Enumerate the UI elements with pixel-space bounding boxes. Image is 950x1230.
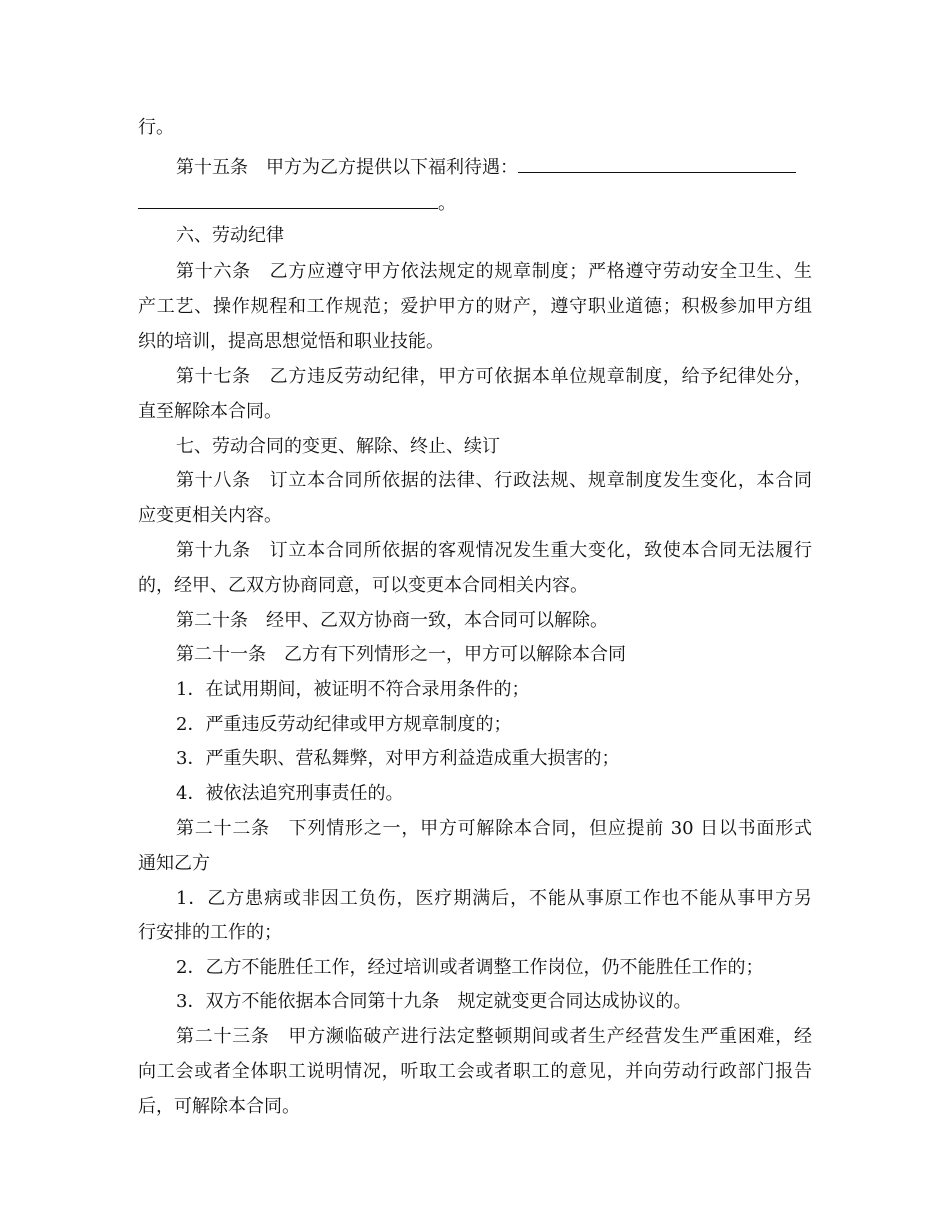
paragraph-line: 织的培训，提高思想觉悟和职业技能。 [138,331,444,352]
list-item: 1．在试用期间，被证明不符合录用条件的； [176,679,530,700]
list-item: 3．严重失职、营私舞弊，对甲方利益造成重大损害的； [176,748,620,769]
article-20-line: 第二十条 经甲、乙双方协商一致，本合同可以解除。 [176,610,608,631]
paragraph-line: 行。 [138,117,174,138]
paragraph-line: 后，可解除本合同。 [138,1096,300,1117]
article-16-line: 第十六条 乙方应遵守甲方依法规定的规章制度；严格遵守劳动安全卫生、生 [176,261,812,282]
article-23-line: 第二十三条 甲方濒临破产进行法定整顿期间或者生产经营发生严重困难，经 [176,1026,812,1047]
paragraph-line: 行安排的工作的； [138,922,282,943]
list-item: 1．乙方患病或非因工负伤，医疗期满后，不能从事原工作也不能从事甲方另 [176,888,812,909]
article-15-continuation [138,190,812,214]
list-item: 2．严重违反劳动纪律或甲方规章制度的； [176,714,512,735]
paragraph-line: 向工会或者全体职工说明情况，听取工会或者职工的意见，并向劳动行政部门报告 [138,1061,812,1082]
list-item: 4．被依法追究刑事责任的。 [176,783,404,804]
fill-in-blank[interactable] [518,154,796,173]
paragraph-line: 产工艺、操作规程和工作规范；爱护甲方的财产，遵守职业道德；积极参加甲方组 [138,296,812,317]
article-17-line: 第十七条 乙方违反劳动纪律，甲方可依据本单位规章制度，给予纪律处分， [176,366,812,387]
article-21-line: 第二十一条 乙方有下列情形之一，甲方可以解除本合同 [176,644,626,665]
paragraph-line: 直至解除本合同。 [138,401,282,422]
article-15-line [176,154,812,178]
section-heading-labor-discipline: 六、劳动纪律 [176,225,284,246]
paragraph-line: 应变更相关内容。 [138,505,282,526]
paragraph-line: 的，经甲、乙双方协商同意，可以变更本合同相关内容。 [138,575,588,596]
section-heading-contract-changes: 七、劳动合同的变更、解除、终止、续订 [176,436,500,457]
list-item: 2．乙方不能胜任工作，经过培训或者调整工作岗位，仍不能胜任工作的； [176,957,764,978]
article-18-line: 第十八条 订立本合同所依据的法律、行政法规、规章制度发生变化，本合同 [176,470,812,491]
article-15-text: 第十五条 甲方为乙方提供以下福利待遇： [176,157,518,178]
list-item: 3．双方不能依据本合同第十九条 规定就变更合同达成协议的。 [176,991,692,1012]
article-22-line: 第二十二条 下列情形之一，甲方可解除本合同，但应提前 30 日以书面形式 [176,818,812,839]
paragraph-line: 通知乙方 [138,853,210,874]
period-mark: 。 [438,193,456,214]
fill-in-blank[interactable] [138,190,438,209]
article-19-line: 第十九条 订立本合同所依据的客观情况发生重大变化，致使本合同无法履行 [176,540,812,561]
